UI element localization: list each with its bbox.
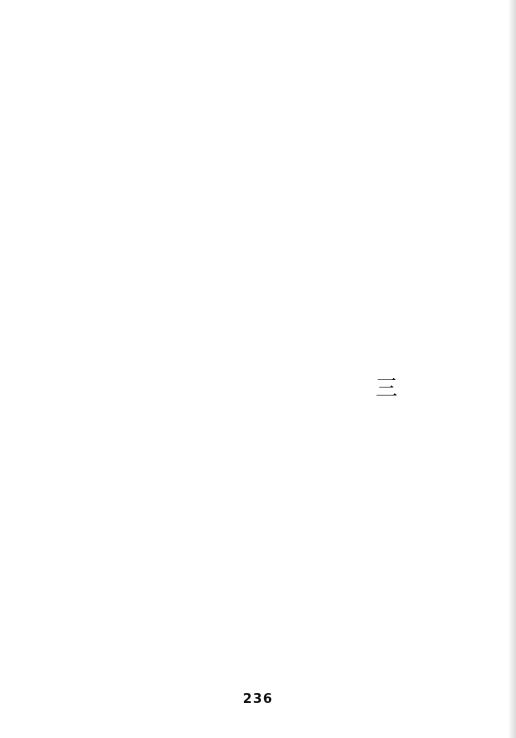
upper-text-block [42,36,486,328]
section-numeral: 三 [372,376,397,398]
scan-edge-shadow [508,0,516,738]
lower-text-block [42,350,486,668]
page-number: 236 [242,692,274,707]
